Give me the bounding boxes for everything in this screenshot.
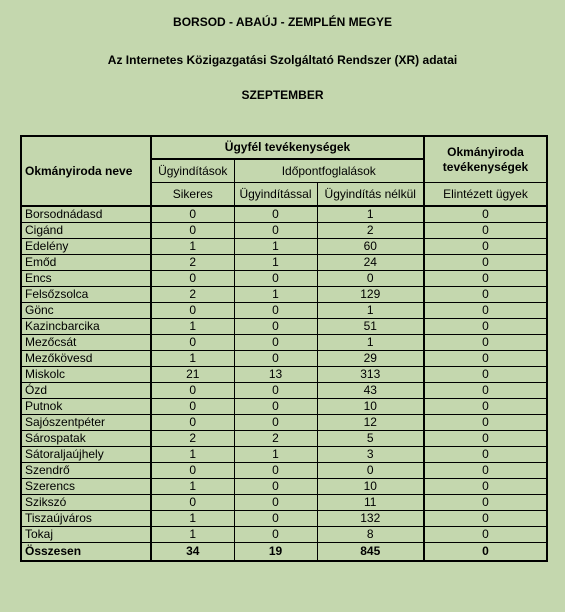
total-row (21, 543, 547, 562)
with-case-cell: 0 (234, 206, 317, 223)
office-name-cell: Szerencs (21, 479, 151, 495)
office-name-cell: Sajószentpéter (21, 415, 151, 431)
header-resolved-cases: Elintézett ügyek (424, 183, 547, 207)
without-case-cell: 51 (317, 319, 424, 335)
table-row (21, 319, 547, 335)
header-row-1 (21, 136, 547, 159)
table-row (21, 415, 547, 431)
without-case-cell: 60 (317, 239, 424, 255)
successful-cell: 1 (151, 239, 234, 255)
header-without-case: Ügyindítás nélkül (317, 183, 424, 207)
with-case-cell: 0 (234, 383, 317, 399)
resolved-cell: 0 (424, 543, 547, 562)
successful-cell: 0 (151, 399, 234, 415)
office-name-cell: Szikszó (21, 495, 151, 511)
office-name-cell: Ózd (21, 383, 151, 399)
office-name-cell: Putnok (21, 399, 151, 415)
header-office-activities: Okmányiroda tevékenységek (424, 136, 547, 183)
successful-cell: 34 (151, 543, 234, 562)
office-name-cell: Sárospatak (21, 431, 151, 447)
successful-cell: 0 (151, 415, 234, 431)
without-case-cell: 29 (317, 351, 424, 367)
office-name-cell: Tiszaújváros (21, 511, 151, 527)
successful-cell: 1 (151, 447, 234, 463)
table-row (21, 255, 547, 271)
resolved-cell: 0 (424, 479, 547, 495)
resolved-cell: 0 (424, 271, 547, 287)
table-row (21, 223, 547, 239)
statistics-table (20, 135, 548, 562)
without-case-cell: 10 (317, 479, 424, 495)
table-row (21, 351, 547, 367)
with-case-cell: 0 (234, 479, 317, 495)
without-case-cell: 2 (317, 223, 424, 239)
office-name-cell: Szendrő (21, 463, 151, 479)
resolved-cell: 0 (424, 463, 547, 479)
successful-cell: 0 (151, 383, 234, 399)
resolved-cell: 0 (424, 431, 547, 447)
with-case-cell: 1 (234, 447, 317, 463)
with-case-cell: 0 (234, 415, 317, 431)
office-name-cell: Felsőzsolca (21, 287, 151, 303)
without-case-cell: 129 (317, 287, 424, 303)
page-subtitle: Az Internetes Közigazgatási Szolgáltató Rendszer (XR) adatai (107, 53, 458, 67)
header-client-activities: Ügyfél tevékenységek (151, 136, 424, 159)
resolved-cell: 0 (424, 319, 547, 335)
resolved-cell: 0 (424, 367, 547, 383)
without-case-cell: 3 (317, 447, 424, 463)
office-name-cell: Edelény (21, 239, 151, 255)
successful-cell: 0 (151, 495, 234, 511)
resolved-cell: 0 (424, 351, 547, 367)
with-case-cell: 0 (234, 495, 317, 511)
with-case-cell: 1 (234, 239, 317, 255)
resolved-cell: 0 (424, 495, 547, 511)
with-case-cell: 0 (234, 463, 317, 479)
with-case-cell: 0 (234, 319, 317, 335)
with-case-cell: 0 (234, 511, 317, 527)
successful-cell: 1 (151, 479, 234, 495)
successful-cell: 0 (151, 463, 234, 479)
resolved-cell: 0 (424, 206, 547, 223)
office-name-cell: Tokaj (21, 527, 151, 543)
office-name-cell: Kazincbarcika (21, 319, 151, 335)
without-case-cell: 0 (317, 463, 424, 479)
without-case-cell: 1 (317, 335, 424, 351)
without-case-cell: 12 (317, 415, 424, 431)
page-title: BORSOD - ABAÚJ - ZEMPLÉN MEGYE (173, 15, 392, 29)
with-case-cell: 1 (234, 255, 317, 271)
office-name-cell: Cigánd (21, 223, 151, 239)
with-case-cell: 2 (234, 431, 317, 447)
successful-cell: 0 (151, 206, 234, 223)
header-office-name: Okmányiroda neve (21, 136, 151, 206)
table-row (21, 447, 547, 463)
table-row (21, 463, 547, 479)
table-row (21, 431, 547, 447)
successful-cell: 0 (151, 335, 234, 351)
table-row (21, 287, 547, 303)
resolved-cell: 0 (424, 335, 547, 351)
successful-cell: 2 (151, 287, 234, 303)
table-row (21, 206, 547, 223)
without-case-cell: 5 (317, 431, 424, 447)
report-month: SZEPTEMBER (241, 88, 324, 102)
successful-cell: 2 (151, 431, 234, 447)
resolved-cell: 0 (424, 287, 547, 303)
office-name-cell: Összesen (21, 543, 151, 562)
with-case-cell: 0 (234, 399, 317, 415)
resolved-cell: 0 (424, 415, 547, 431)
office-name-cell: Mezőcsát (21, 335, 151, 351)
table-row (21, 527, 547, 543)
successful-cell: 0 (151, 303, 234, 319)
resolved-cell: 0 (424, 255, 547, 271)
with-case-cell: 13 (234, 367, 317, 383)
successful-cell: 0 (151, 271, 234, 287)
with-case-cell: 1 (234, 287, 317, 303)
resolved-cell: 0 (424, 239, 547, 255)
table-row (21, 399, 547, 415)
with-case-cell: 0 (234, 303, 317, 319)
successful-cell: 0 (151, 223, 234, 239)
with-case-cell: 0 (234, 351, 317, 367)
office-name-cell: Sátoraljaújhely (21, 447, 151, 463)
without-case-cell: 24 (317, 255, 424, 271)
without-case-cell: 132 (317, 511, 424, 527)
table-row (21, 383, 547, 399)
office-name-cell: Borsodnádasd (21, 206, 151, 223)
resolved-cell: 0 (424, 223, 547, 239)
with-case-cell: 0 (234, 271, 317, 287)
table-row (21, 303, 547, 319)
with-case-cell: 0 (234, 223, 317, 239)
office-name-cell: Emőd (21, 255, 151, 271)
without-case-cell: 43 (317, 383, 424, 399)
header-case-initiations: Ügyindítások (151, 159, 234, 183)
resolved-cell: 0 (424, 511, 547, 527)
header-successful: Sikeres (151, 183, 234, 207)
office-name-cell: Miskolc (21, 367, 151, 383)
with-case-cell: 0 (234, 335, 317, 351)
without-case-cell: 313 (317, 367, 424, 383)
table-row (21, 495, 547, 511)
without-case-cell: 11 (317, 495, 424, 511)
with-case-cell: 0 (234, 527, 317, 543)
successful-cell: 21 (151, 367, 234, 383)
without-case-cell: 10 (317, 399, 424, 415)
successful-cell: 1 (151, 511, 234, 527)
without-case-cell: 8 (317, 527, 424, 543)
successful-cell: 1 (151, 319, 234, 335)
resolved-cell: 0 (424, 399, 547, 415)
table-row (21, 511, 547, 527)
table-row (21, 367, 547, 383)
without-case-cell: 845 (317, 543, 424, 562)
successful-cell: 1 (151, 527, 234, 543)
resolved-cell: 0 (424, 303, 547, 319)
with-case-cell: 19 (234, 543, 317, 562)
without-case-cell: 1 (317, 206, 424, 223)
header-with-case: Ügyindítással (234, 183, 317, 207)
without-case-cell: 1 (317, 303, 424, 319)
table-row (21, 239, 547, 255)
table-row (21, 335, 547, 351)
header-appointments: Időpontfoglalások (234, 159, 424, 183)
resolved-cell: 0 (424, 527, 547, 543)
table-row (21, 271, 547, 287)
office-name-cell: Mezőkövesd (21, 351, 151, 367)
office-name-cell: Gönc (21, 303, 151, 319)
resolved-cell: 0 (424, 383, 547, 399)
successful-cell: 2 (151, 255, 234, 271)
resolved-cell: 0 (424, 447, 547, 463)
successful-cell: 1 (151, 351, 234, 367)
office-name-cell: Encs (21, 271, 151, 287)
table-row (21, 479, 547, 495)
without-case-cell: 0 (317, 271, 424, 287)
